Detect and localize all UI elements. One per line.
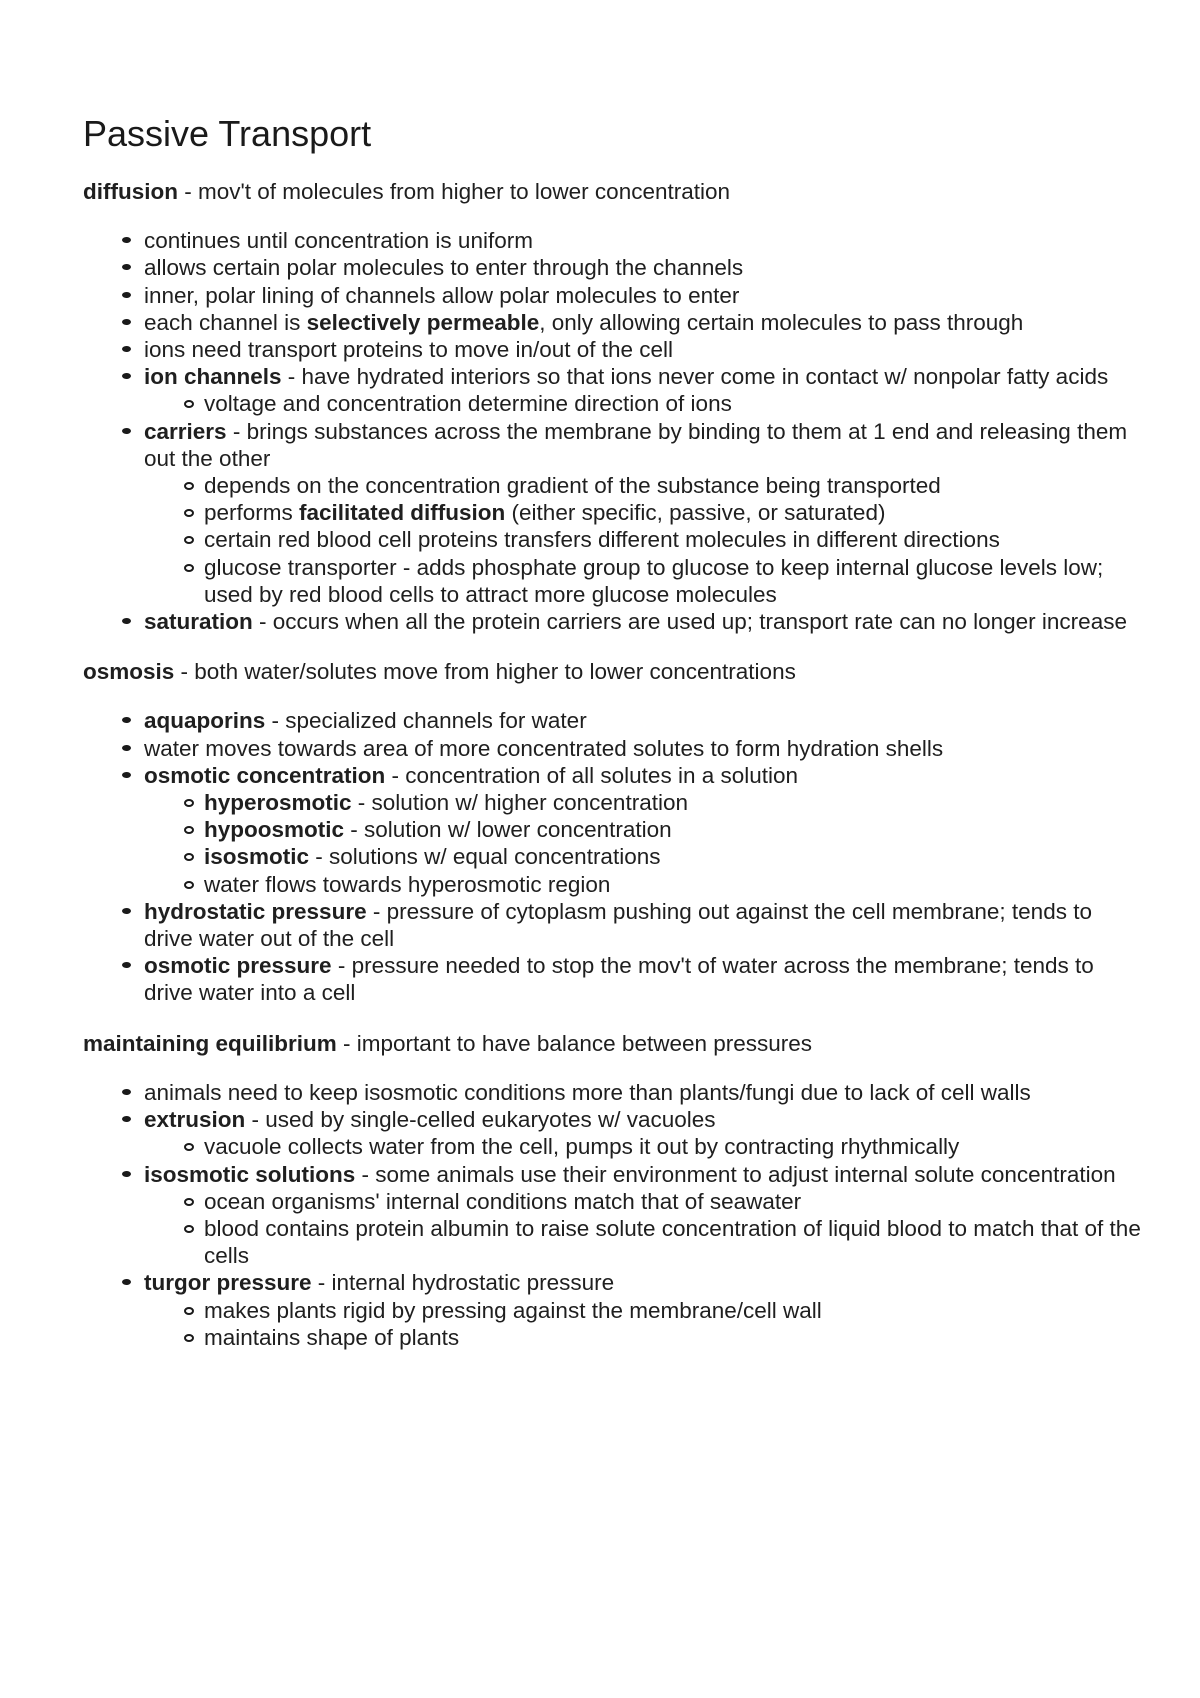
sub-bullet-list — [144, 1297, 1143, 1351]
item-term: hyperosmotic — [204, 790, 352, 816]
list-item — [144, 762, 1143, 898]
sub-bullet-list — [144, 789, 1143, 898]
item-text: - brings substances across the membrane by binding to them at 1 end and releasing them out the other — [144, 418, 1128, 471]
item-text: blood contains protein albumin to raise solute concentration of liquid blood to match that of the cells — [204, 1215, 1141, 1269]
sub-list-item — [204, 526, 1143, 553]
sub-list-item — [204, 816, 1143, 843]
item-term: extrusion — [144, 1107, 246, 1133]
section-heading-osmosis — [83, 658, 1143, 685]
item-term: ion channels — [144, 364, 282, 390]
list-item — [144, 227, 1143, 254]
item-text: - concentration of all solutes in a solution — [385, 762, 799, 788]
sub-bullet-list — [144, 1188, 1143, 1270]
sub-list-item — [204, 1324, 1143, 1351]
sub-list-item — [204, 843, 1143, 870]
item-term: hydrostatic pressure — [144, 898, 367, 924]
document-page — [83, 112, 1143, 1374]
bullet-list — [83, 707, 1143, 1006]
item-text: - solution w/ lower concentration — [344, 817, 672, 843]
section-term: diffusion — [83, 179, 178, 204]
sub-list-item — [204, 554, 1143, 608]
item-term: hypoosmotic — [204, 817, 345, 843]
item-text: - some animals use their environment to adjust internal solute concentration — [355, 1161, 1116, 1187]
list-item — [144, 898, 1143, 952]
item-term: isosmotic solutions — [144, 1161, 356, 1187]
item-text: each channel is — [144, 309, 307, 335]
section-definition: - important to have balance between pressures — [336, 1030, 813, 1056]
section-heading-diffusion — [83, 178, 1143, 205]
section-heading-maintaining-equilibrium — [83, 1030, 1143, 1057]
list-item — [144, 418, 1143, 608]
sub-list-item — [204, 1215, 1143, 1269]
sub-list-item — [204, 1133, 1143, 1160]
item-term: saturation — [144, 609, 253, 635]
sub-list-item — [204, 1297, 1143, 1324]
list-item — [144, 282, 1143, 309]
sub-list-item — [204, 390, 1143, 417]
item-text: ions need transport proteins to move in/out of the cell — [144, 337, 674, 363]
list-item — [144, 735, 1143, 762]
item-text: - have hydrated interiors so that ions never come in contact w/ nonpolar fatty acids — [281, 364, 1109, 390]
list-item — [144, 1079, 1143, 1106]
sub-list-item — [204, 472, 1143, 499]
item-text: vacuole collects water from the cell, pumps it out by contracting rhythmically — [204, 1134, 960, 1160]
bullet-list — [83, 227, 1143, 635]
list-item — [144, 1106, 1143, 1160]
list-item — [144, 254, 1143, 281]
sub-list-item — [204, 1188, 1143, 1215]
list-item — [144, 336, 1143, 363]
list-item — [144, 1161, 1143, 1270]
list-item — [144, 707, 1143, 734]
item-text: certain red blood cell proteins transfers different molecules in different directions — [204, 527, 1000, 553]
sub-bullet-list — [144, 472, 1143, 608]
item-text: - pressure needed to stop the mov't of water across the membrane; tends to drive water into a cell — [144, 953, 1094, 1006]
item-text: maintains shape of plants — [204, 1324, 460, 1350]
item-text: water flows towards hyperosmotic region — [204, 871, 611, 897]
item-text: makes plants rigid by pressing against the membrane/cell wall — [204, 1297, 822, 1323]
list-item — [144, 608, 1143, 635]
bullet-list — [83, 1079, 1143, 1351]
section-term: osmosis — [83, 659, 175, 685]
list-item — [144, 309, 1143, 336]
item-text: ocean organisms' internal conditions match that of seawater — [204, 1188, 802, 1214]
item-text: - internal hydrostatic pressure — [311, 1270, 615, 1296]
item-text: water moves towards area of more concentrated solutes to form hydration shells — [144, 735, 944, 761]
item-text: voltage and concentration determine direction of ions — [204, 391, 732, 417]
sub-bullet-list — [144, 1133, 1143, 1160]
item-text: - specialized channels for water — [265, 708, 587, 734]
item-term: carriers — [144, 418, 227, 444]
item-term: facilitated diffusion — [299, 500, 506, 526]
sub-list-item — [204, 789, 1143, 816]
item-term: turgor pressure — [144, 1270, 312, 1296]
item-text: allows certain polar molecules to enter through the channels — [144, 255, 744, 281]
item-text: performs — [204, 500, 300, 526]
item-text: - occurs when all the protein carriers are used up; transport rate can no longer increase — [252, 609, 1127, 635]
list-item — [144, 952, 1143, 1006]
sub-list-item — [204, 499, 1143, 526]
item-text: - pressure of cytoplasm pushing out against the cell membrane; tends to drive water out of the cell — [144, 898, 1092, 952]
item-text: - used by single-celled eukaryotes w/ vacuoles — [245, 1107, 716, 1133]
item-term: aquaporins — [144, 708, 266, 734]
item-text: depends on the concentration gradient of the substance being transported — [204, 473, 941, 499]
item-text: continues until concentration is uniform — [144, 228, 533, 254]
list-item — [144, 363, 1143, 417]
sub-list-item — [204, 871, 1143, 898]
item-term: osmotic pressure — [144, 953, 332, 979]
item-text: (either specific, passive, or saturated) — [505, 500, 886, 526]
section-definition: - both water/solutes move from higher to lower concentrations — [174, 659, 796, 685]
list-item — [144, 1269, 1143, 1351]
item-term: selectively permeable — [306, 309, 540, 335]
section-definition: - mov't of molecules from higher to lower concentration — [177, 179, 731, 204]
item-text: , only allowing certain molecules to pass through — [539, 309, 1024, 335]
section-term: maintaining equilibrium — [83, 1030, 337, 1056]
item-term: isosmotic — [204, 844, 310, 870]
item-text: - solution w/ higher concentration — [351, 790, 688, 816]
item-term: osmotic concentration — [144, 762, 386, 788]
sub-bullet-list — [144, 390, 1143, 417]
page-title: Passive Transport — [83, 113, 372, 154]
item-text: - solutions w/ equal concentrations — [309, 844, 661, 870]
item-text: glucose transporter - adds phosphate group to glucose to keep internal glucose levels low; used by red blood cells to attract more glucose molecules — [204, 554, 1104, 607]
item-text: animals need to keep isosmotic conditions more than plants/fungi due to lack of cell walls — [144, 1079, 1031, 1105]
item-text: inner, polar lining of channels allow polar molecules to enter — [144, 282, 740, 308]
